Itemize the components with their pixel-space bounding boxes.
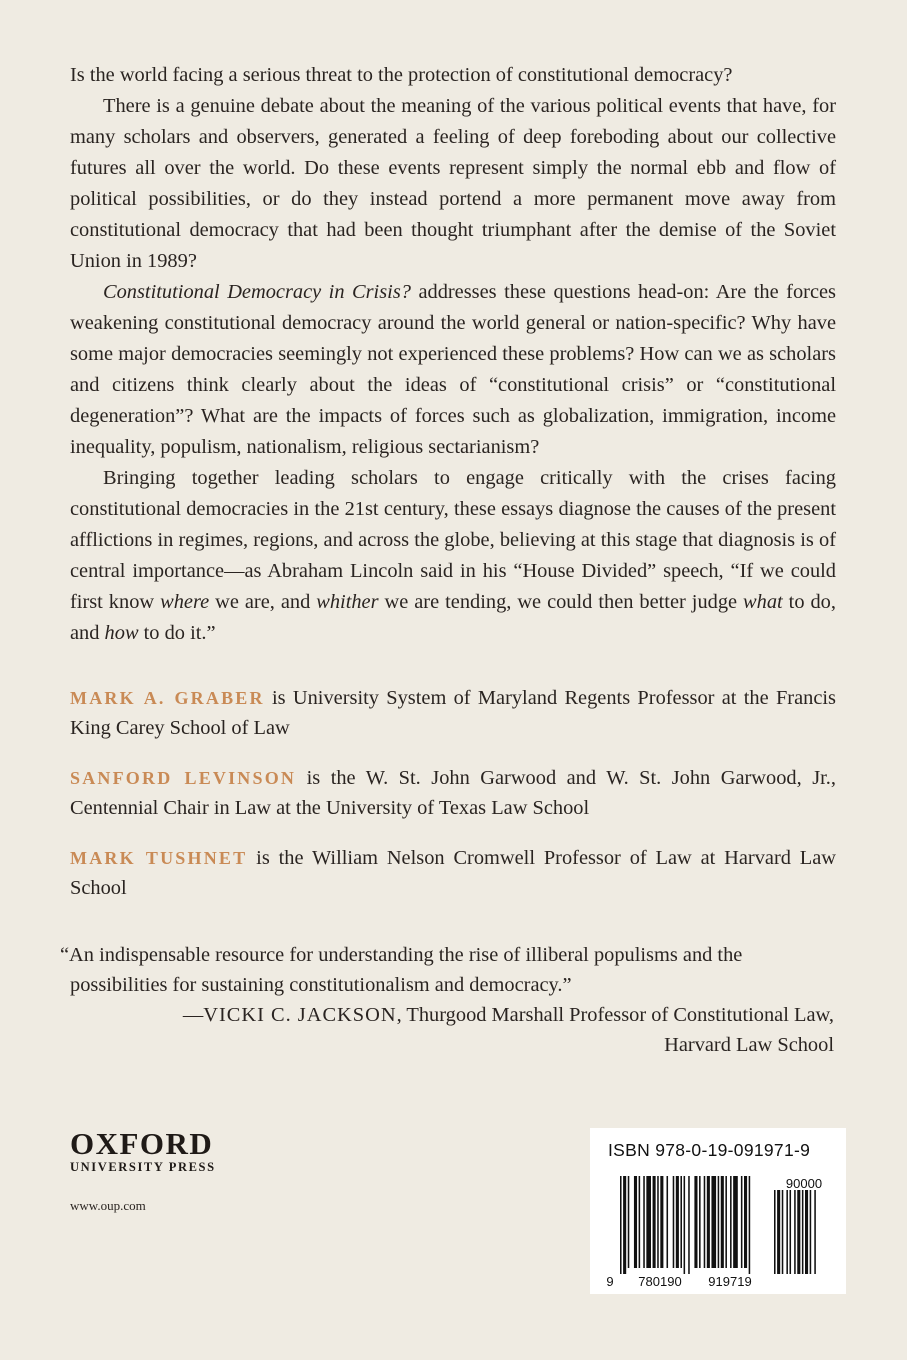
author-name: MARK TUSHNET <box>70 848 248 868</box>
barcode-bar <box>725 1176 727 1268</box>
blurb-paragraph-2: There is a genuine debate about the meaning of the various political events that have, for many scholars and observers, generated a feeling of deep foreboding about our collective futures all over the world. Do these events represent simply the normal ebb and flow of political possibilities, or do they instead portend a more permanent move away from constitutional democracy that had been thought triumphant after the demise of the Soviet Union in 1989? <box>70 95 836 272</box>
barcode-addon-bar <box>802 1190 804 1274</box>
barcode-bar <box>667 1176 669 1268</box>
attribution-title: , Thurgood Marshall Professor of Constitutional Law, <box>396 1004 834 1026</box>
barcode-bar <box>676 1176 679 1268</box>
barcode-bar <box>694 1176 697 1268</box>
barcode-addon-bar <box>777 1190 780 1274</box>
author-bio <box>70 683 836 743</box>
blurb-p4-text: Bringing together leading scholars to engage critically with the crises facing constitutional democracies in the 21st century, these essays diagnose the causes of the present afflictions in regimes, regions, and across the globe, believing at this stage that diagnosis is of central importance—as Abraham Lincoln said in his “House Divided” speech, “If we could first know <box>70 467 836 613</box>
barcode-bar <box>680 1176 682 1268</box>
barcode-bar <box>744 1176 747 1268</box>
barcode-bar <box>730 1176 732 1268</box>
publisher-subname: UNIVERSITY PRESS <box>70 1160 216 1174</box>
publisher-name: OXFORD <box>70 1126 214 1161</box>
publisher-logo <box>70 1128 216 1175</box>
barcode-price-code: 90000 <box>785 1176 823 1191</box>
quote-attribution-line-2: Harvard Law School <box>664 1034 834 1056</box>
barcode-bar <box>620 1176 622 1274</box>
barcode-first-digit: 9 <box>606 1274 614 1289</box>
author-bios <box>70 683 836 923</box>
author-description: is the William Nelson Cromwell Professor of Law at Harvard Law School <box>70 847 836 899</box>
emph-what: what <box>743 591 783 613</box>
quote-attribution <box>60 1000 840 1030</box>
barcode-bar <box>711 1176 716 1268</box>
barcode-bar <box>733 1176 738 1268</box>
book-title: Constitutional Democracy in Crisis? <box>103 281 411 303</box>
barcode-addon-bar <box>810 1190 812 1274</box>
barcode-addon-bar <box>790 1190 792 1274</box>
author-description: is University System of Maryland Regents Professor at the Francis King Carey School of Law <box>70 687 836 739</box>
emph-where: where <box>160 591 210 613</box>
attribution-name: VICKI C. JACKSON <box>203 1004 397 1026</box>
barcode-bar <box>704 1176 706 1268</box>
barcode-bar <box>660 1176 663 1268</box>
barcode-bar <box>721 1176 724 1268</box>
barcode-bar <box>646 1176 651 1268</box>
barcode-addon-bar <box>794 1190 796 1274</box>
author-name: MARK A. GRABER <box>70 688 265 708</box>
barcode-bar <box>634 1176 637 1268</box>
publisher-url: www.oup.com <box>70 1198 146 1213</box>
barcode-icon <box>590 1128 846 1294</box>
isbn-label: ISBN 978-0-19-091971-9 <box>608 1140 811 1160</box>
barcode-addon-bar <box>786 1190 788 1274</box>
author-bio <box>70 843 836 903</box>
barcode-addon-bar <box>814 1190 816 1274</box>
blurb-paragraph-3 <box>70 277 836 463</box>
blurb-paragraph-3-text: addresses these questions head-on: Are the forces weakening constitutional democracy around the world general or nation-specific? Why have some major democracies seemingly not experienced these problems? How can we as scholars and citizens think clearly about the ideas of “constitutional crisis” or “constitutional degeneration”? What are the impacts of forces such as globalization, immigration, income inequality, populism, nationalism, religious sectarianism? <box>70 281 836 458</box>
description-blurb <box>70 60 836 649</box>
barcode-bar <box>699 1176 701 1268</box>
blurb-p4-text: to do it.” <box>138 622 216 644</box>
author-name: SANFORD LEVINSON <box>70 768 297 788</box>
emph-whither: whither <box>316 591 379 613</box>
barcode-right-digits: 919719 <box>708 1274 752 1289</box>
barcode-addon-bar <box>797 1190 800 1274</box>
barcode-bar <box>623 1176 626 1274</box>
blurb-paragraph-1: Is the world facing a serious threat to the protection of constitutional democracy? <box>70 64 733 86</box>
barcode-bar <box>684 1176 686 1274</box>
barcode-bar <box>639 1176 641 1268</box>
blurb-p4-text: we are, and <box>209 591 317 613</box>
barcode-bar <box>749 1176 751 1274</box>
barcode-addon-bar <box>805 1190 808 1274</box>
barcode-bar <box>653 1176 656 1268</box>
blurb-p4-text: we are tending, we could then better judge <box>378 591 744 613</box>
attribution-dash: — <box>182 1004 204 1026</box>
barcode-bar <box>707 1176 710 1268</box>
blurb-p4-text: to do, and <box>70 591 836 644</box>
barcode-box <box>590 1128 846 1294</box>
author-bio <box>70 763 836 823</box>
barcode-bar <box>673 1176 675 1268</box>
barcode-bar <box>657 1176 659 1268</box>
barcode-addon-bar <box>774 1190 776 1274</box>
author-description: is the W. St. John Garwood and W. St. John Garwood, Jr., Centennial Chair in Law at the University of Texas Law School <box>70 767 836 819</box>
endorsement-quote <box>60 940 840 1060</box>
barcode-bar <box>643 1176 645 1268</box>
barcode-addon-bar <box>782 1190 784 1274</box>
barcode-bar <box>628 1176 630 1268</box>
barcode-left-digits: 780190 <box>638 1274 682 1289</box>
barcode-bar <box>741 1176 743 1268</box>
barcode-bar <box>718 1176 720 1268</box>
blurb-paragraph-4 <box>70 463 836 649</box>
barcode-bar <box>688 1176 690 1274</box>
quote-line-1: “An indispensable resource for understanding the rise of illiberal populisms and the <box>60 944 743 966</box>
emph-how: how <box>104 622 139 644</box>
quote-line-2: possibilities for sustaining constitutionalism and democracy.” <box>70 974 572 996</box>
